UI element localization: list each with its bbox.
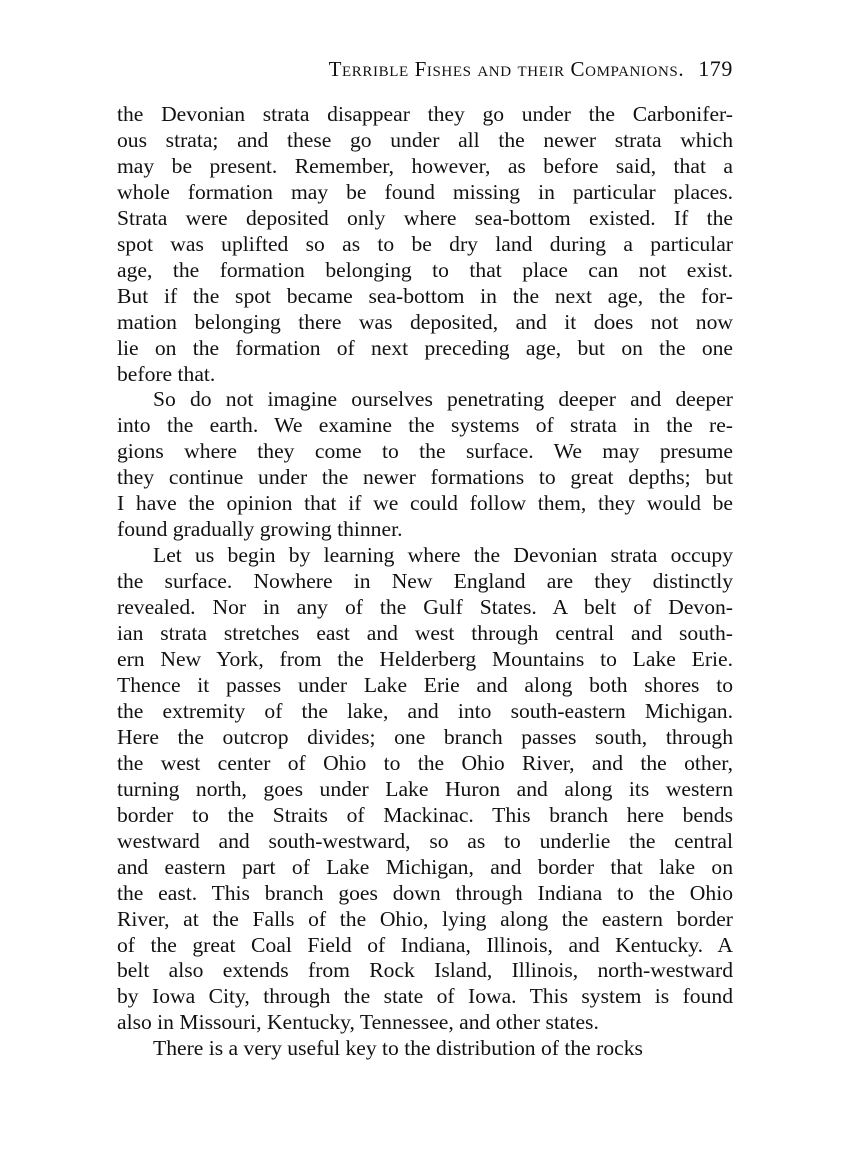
- paragraph: [117, 543, 733, 1036]
- text-line: gions where they come to the surface. We may presume: [117, 439, 733, 464]
- running-head: [117, 56, 733, 96]
- paragraph: [117, 1036, 733, 1062]
- text-line: River, at the Falls of the Ohio, lying along the eastern border: [117, 906, 733, 931]
- text-line: the east. This branch goes down through Indiana to the Ohio: [117, 880, 733, 905]
- text-line: found gradually growing thinner.: [117, 517, 403, 542]
- book-page: [117, 56, 733, 1062]
- text-line: So do not imagine ourselves penetrating deeper and deeper: [153, 387, 733, 412]
- running-title: Terrible Fishes and their Companions.: [328, 57, 685, 81]
- text-line: revealed. Nor in any of the Gulf States. A belt of Devon-: [117, 595, 733, 620]
- text-line: Let us begin by learning where the Devonian strata occupy: [153, 543, 733, 568]
- paragraph: [117, 102, 733, 387]
- text-line: mation belonging there was deposited, and it does not now: [117, 309, 733, 334]
- text-line: by Iowa City, through the state of Iowa. This system is found: [117, 984, 733, 1009]
- text-line: the Devonian strata disappear they go under the Carbonifer-: [117, 102, 733, 126]
- text-line: border to the Straits of Mackinac. This branch here bends: [117, 802, 733, 827]
- text-line: ern New York, from the Helderberg Mountains to Lake Erie.: [117, 647, 733, 672]
- text-line: the west center of Ohio to the Ohio River, and the other,: [117, 750, 733, 775]
- text-line: There is a very useful key to the distribution of the rocks: [153, 1036, 643, 1061]
- page-number: 179: [698, 56, 733, 81]
- text-line: westward and south-westward, so as to underlie the central: [117, 828, 733, 853]
- paragraph: [117, 387, 733, 543]
- text-line: also in Missouri, Kentucky, Tennessee, and other states.: [117, 1010, 599, 1035]
- text-line: before that.: [117, 361, 216, 386]
- text-line: Thence it passes under Lake Erie and along both shores to: [117, 672, 733, 697]
- body-text: [117, 102, 733, 1062]
- text-line: age, the formation belonging to that place can not exist.: [117, 257, 733, 282]
- text-line: spot was uplifted so as to be dry land during a particular: [117, 231, 733, 256]
- text-line: the surface. Nowhere in New England are they distinctly: [117, 569, 733, 594]
- text-line: But if the spot became sea-bottom in the next age, the for-: [117, 283, 733, 308]
- text-line: lie on the formation of next preceding age, but on the one: [117, 335, 733, 360]
- text-line: the extremity of the lake, and into south-eastern Michigan.: [117, 698, 733, 723]
- text-line: into the earth. We examine the systems of strata in the re-: [117, 413, 733, 438]
- text-line: turning north, goes under Lake Huron and along its western: [117, 776, 733, 801]
- text-line: of the great Coal Field of Indiana, Illinois, and Kentucky. A: [117, 932, 733, 957]
- text-line: and eastern part of Lake Michigan, and border that lake on: [117, 854, 733, 879]
- text-line: Here the outcrop divides; one branch passes south, through: [117, 724, 733, 749]
- text-line: ian strata stretches east and west through central and south-: [117, 621, 733, 646]
- text-line: whole formation may be found missing in particular places.: [117, 179, 733, 204]
- text-line: Strata were deposited only where sea-bottom existed. If the: [117, 205, 733, 230]
- text-line: I have the opinion that if we could follow them, they would be: [117, 491, 733, 516]
- text-line: ous strata; and these go under all the newer strata which: [117, 127, 733, 152]
- text-line: belt also extends from Rock Island, Illinois, north-westward: [117, 958, 733, 983]
- text-line: may be present. Remember, however, as before said, that a: [117, 153, 733, 178]
- text-line: they continue under the newer formations to great depths; but: [117, 465, 733, 490]
